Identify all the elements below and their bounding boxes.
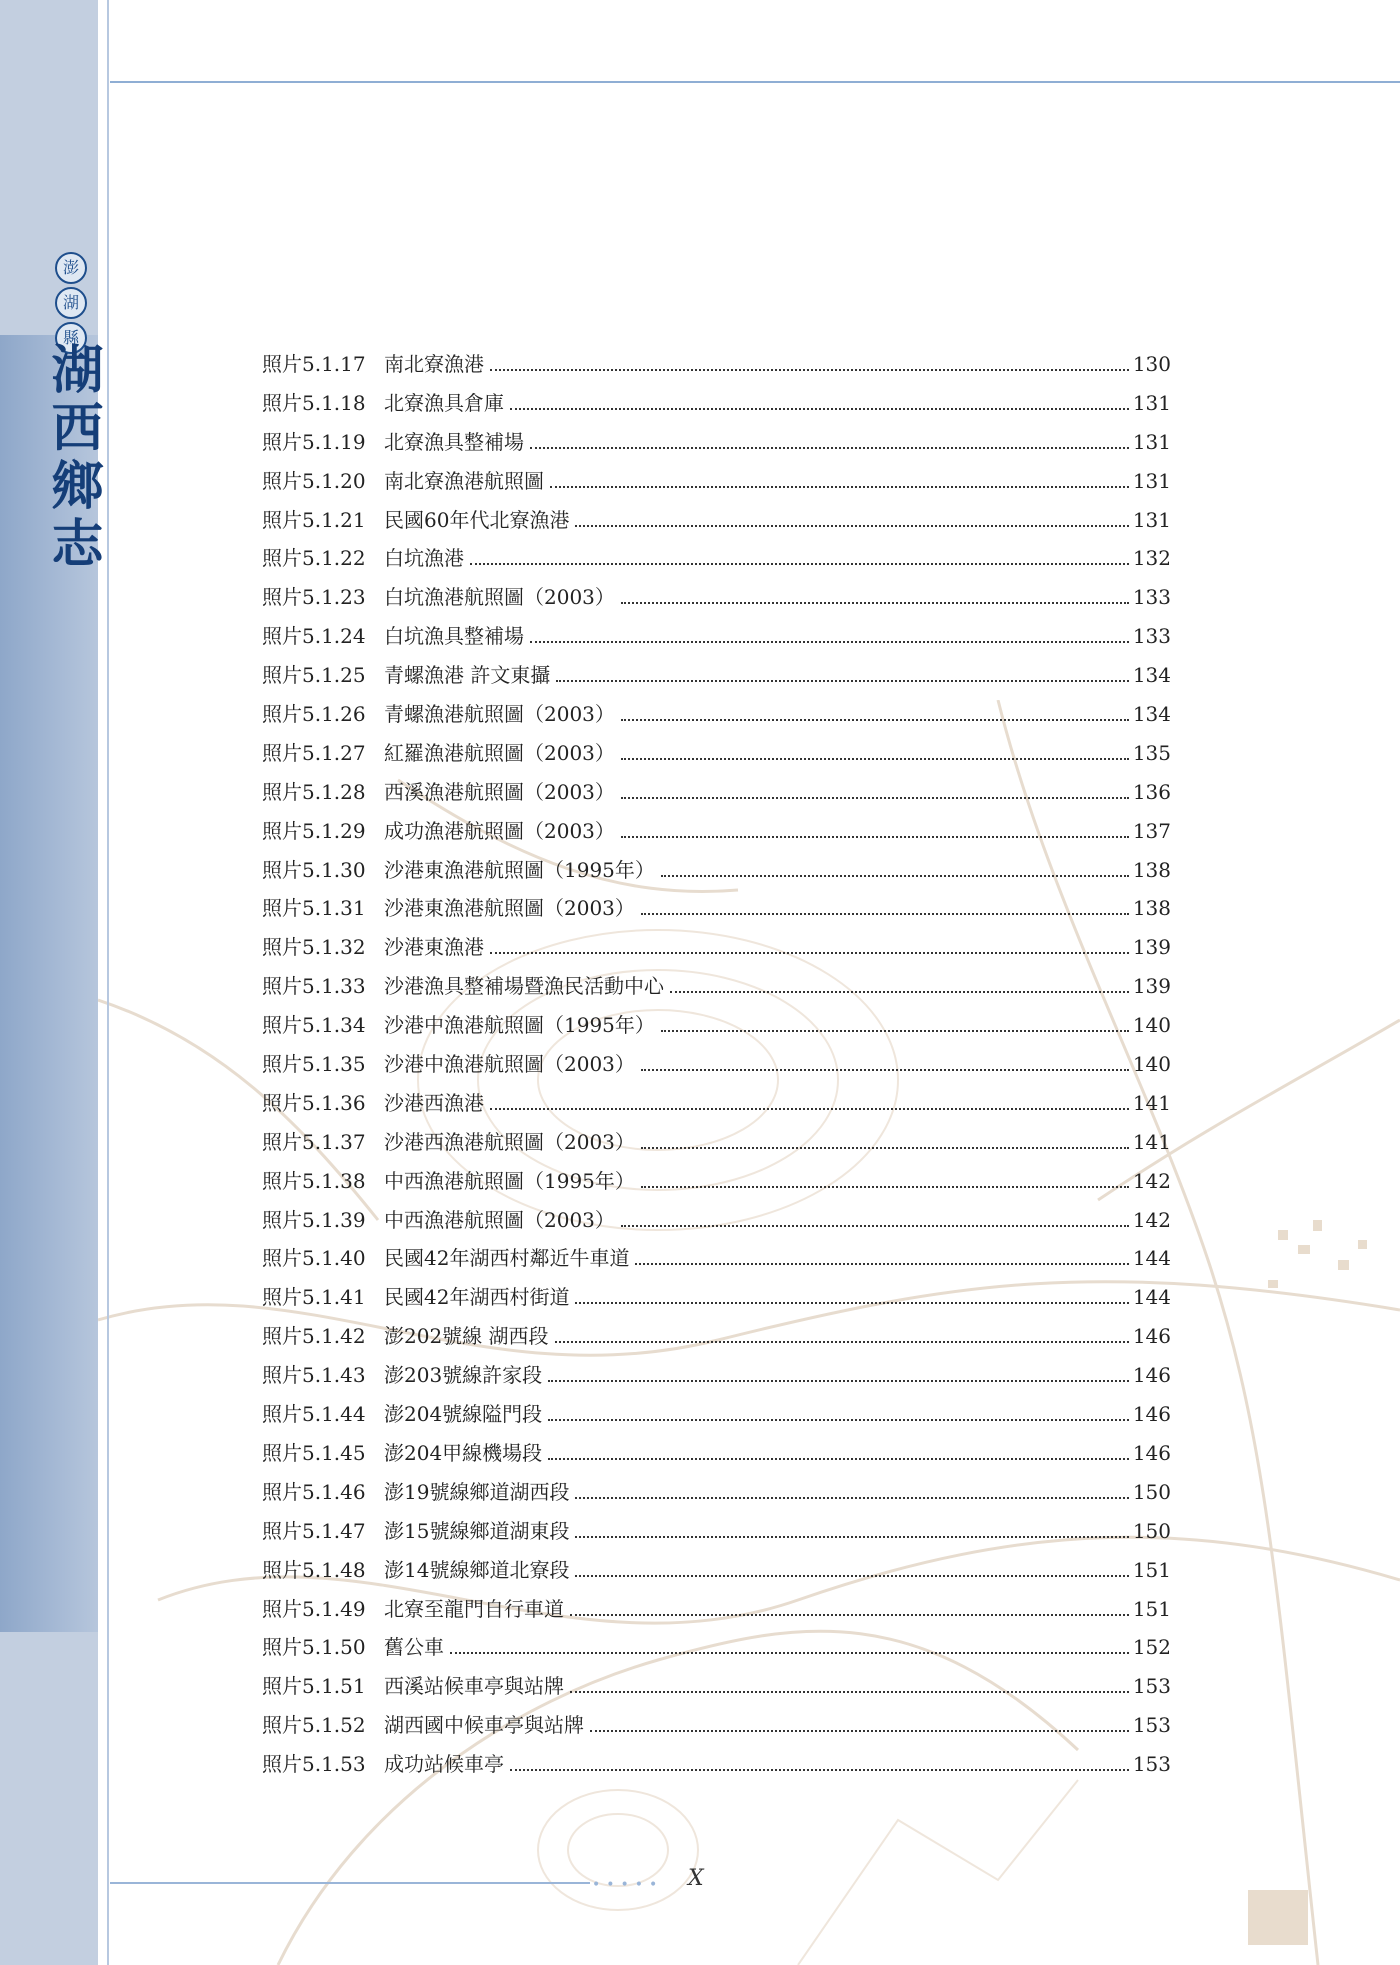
toc-entry-title: 沙港漁具整補場暨漁民活動中心 xyxy=(384,974,664,999)
toc-entry-page: 150 xyxy=(1132,1479,1171,1504)
toc-entry-label: 照片5.1.39 xyxy=(262,1207,366,1232)
toc-entry[interactable] xyxy=(262,539,1171,578)
toc-entry-title: 澎203號線許家段 xyxy=(384,1363,543,1388)
toc-entry-label: 照片5.1.47 xyxy=(262,1518,366,1543)
toc-entry-title: 北寮至龍門自行車道 xyxy=(384,1596,564,1621)
toc-entry-page: 146 xyxy=(1132,1402,1171,1427)
toc-entry-page: 134 xyxy=(1132,702,1171,727)
toc-entry[interactable] xyxy=(262,1201,1171,1240)
dot-leader xyxy=(575,525,1128,527)
toc-entry-label: 照片5.1.23 xyxy=(262,585,366,610)
toc-entry-label: 照片5.1.31 xyxy=(262,896,366,921)
toc-entry-label: 照片5.1.17 xyxy=(262,352,366,376)
toc-entry-label: 照片5.1.51 xyxy=(262,1674,366,1699)
dot-leader xyxy=(556,680,1128,682)
toc-entry-title: 湖西國中候車亭與站牌 xyxy=(384,1713,584,1738)
toc-entry-page: 144 xyxy=(1132,1285,1171,1310)
toc-entry[interactable] xyxy=(262,1745,1171,1784)
toc-entry[interactable] xyxy=(262,578,1171,617)
dot-leader xyxy=(621,758,1129,760)
toc-entry-page: 144 xyxy=(1132,1246,1171,1271)
dot-leader xyxy=(641,1069,1129,1071)
toc-entry-label: 照片5.1.20 xyxy=(262,468,366,493)
toc-entry-page: 130 xyxy=(1132,352,1171,376)
toc-entry-page: 152 xyxy=(1132,1635,1171,1660)
toc-entry-label: 照片5.1.35 xyxy=(262,1052,366,1077)
toc-entry-title: 青螺漁港航照圖（2003） xyxy=(384,702,615,727)
toc-entry-label: 照片5.1.45 xyxy=(262,1440,366,1465)
toc-entry[interactable] xyxy=(262,1123,1171,1162)
toc-entry-page: 138 xyxy=(1132,857,1171,882)
toc-entry-page: 142 xyxy=(1132,1168,1171,1193)
toc-entry-label: 照片5.1.34 xyxy=(262,1013,366,1038)
toc-entry-title: 沙港東漁港航照圖（1995年） xyxy=(384,857,655,882)
toc-entry-title: 白坑漁港 xyxy=(384,546,464,571)
toc-entry-page: 131 xyxy=(1132,390,1171,415)
county-char: 縣 xyxy=(55,322,87,354)
toc-entry[interactable] xyxy=(262,1162,1171,1201)
dot-leader xyxy=(621,797,1129,799)
toc-entry-label: 照片5.1.22 xyxy=(262,546,366,571)
toc-entry-title: 南北寮漁港航照圖 xyxy=(384,468,544,493)
toc-entry[interactable] xyxy=(262,1356,1171,1395)
toc-entry-title: 民國42年湖西村街道 xyxy=(384,1285,570,1310)
toc-entry-title: 青螺漁港 許文東攝 xyxy=(384,663,551,688)
toc-entry[interactable] xyxy=(262,1395,1171,1434)
dot-leader xyxy=(490,952,1129,954)
toc-entry[interactable] xyxy=(262,1590,1171,1629)
dot-leader xyxy=(670,991,1129,993)
toc-entry-title: 白坑漁港航照圖（2003） xyxy=(384,585,615,610)
photo-index-list xyxy=(262,345,1171,1784)
toc-entry-title: 沙港中漁港航照圖（2003） xyxy=(384,1052,635,1077)
dot-leader xyxy=(530,447,1129,449)
toc-entry-title: 中西漁港航照圖（2003） xyxy=(384,1207,615,1232)
footer-rule xyxy=(110,1882,590,1884)
toc-entry-label: 照片5.1.29 xyxy=(262,818,366,843)
dot-leader xyxy=(641,1186,1129,1188)
toc-entry-label: 照片5.1.33 xyxy=(262,974,366,999)
toc-entry-title: 民國60年代北寮漁港 xyxy=(384,507,570,532)
dot-leader xyxy=(641,1147,1129,1149)
dot-leader xyxy=(590,1730,1129,1732)
toc-entry-title: 沙港中漁港航照圖（1995年） xyxy=(384,1013,655,1038)
toc-entry[interactable] xyxy=(262,1434,1171,1473)
toc-entry-page: 151 xyxy=(1132,1596,1171,1621)
toc-entry-page: 140 xyxy=(1132,1052,1171,1077)
toc-entry-page: 138 xyxy=(1132,896,1171,921)
toc-entry[interactable] xyxy=(262,1512,1171,1551)
dot-leader xyxy=(570,1614,1129,1616)
toc-entry-title: 西溪漁港航照圖（2003） xyxy=(384,779,615,804)
toc-entry-title: 北寮漁具倉庫 xyxy=(384,390,504,415)
toc-entry-label: 照片5.1.40 xyxy=(262,1246,366,1271)
toc-entry[interactable] xyxy=(262,1278,1171,1317)
toc-entry[interactable] xyxy=(262,889,1171,928)
toc-entry-label: 照片5.1.48 xyxy=(262,1557,366,1582)
toc-entry[interactable] xyxy=(262,1706,1171,1745)
toc-entry-label: 照片5.1.42 xyxy=(262,1324,366,1349)
toc-entry[interactable] xyxy=(262,1667,1171,1706)
toc-entry[interactable] xyxy=(262,423,1171,462)
toc-entry-label: 照片5.1.53 xyxy=(262,1752,366,1777)
toc-entry-page: 133 xyxy=(1132,585,1171,610)
toc-entry-title: 沙港西漁港 xyxy=(384,1090,484,1115)
dot-leader xyxy=(661,875,1129,877)
dot-leader xyxy=(621,719,1129,721)
toc-entry-page: 153 xyxy=(1132,1674,1171,1699)
toc-entry-page: 131 xyxy=(1132,468,1171,493)
toc-entry-page: 146 xyxy=(1132,1363,1171,1388)
dot-leader xyxy=(510,1769,1129,1771)
dot-leader xyxy=(575,1302,1128,1304)
toc-entry-label: 照片5.1.26 xyxy=(262,702,366,727)
dot-leader xyxy=(641,913,1129,915)
toc-entry-label: 照片5.1.44 xyxy=(262,1402,366,1427)
sidebar-bottom-band xyxy=(0,1632,98,1965)
toc-entry-page: 139 xyxy=(1132,935,1171,960)
margin-rule xyxy=(107,0,109,1965)
toc-entry-page: 139 xyxy=(1132,974,1171,999)
toc-entry-page: 153 xyxy=(1132,1713,1171,1738)
toc-entry[interactable] xyxy=(262,1628,1171,1667)
toc-entry-title: 澎204甲線機場段 xyxy=(384,1440,543,1465)
county-char: 澎 xyxy=(55,252,87,284)
toc-entry-page: 135 xyxy=(1132,740,1171,765)
county-char: 湖 xyxy=(55,287,87,319)
toc-entry[interactable] xyxy=(262,812,1171,851)
toc-entry-label: 照片5.1.27 xyxy=(262,740,366,765)
toc-entry[interactable] xyxy=(262,851,1171,890)
toc-entry-label: 照片5.1.30 xyxy=(262,857,366,882)
toc-entry-title: 成功漁港航照圖（2003） xyxy=(384,818,615,843)
dot-leader xyxy=(548,1458,1129,1460)
toc-entry[interactable] xyxy=(262,462,1171,501)
toc-entry-label: 照片5.1.37 xyxy=(262,1129,366,1154)
toc-entry-title: 成功站候車亭 xyxy=(384,1752,504,1777)
dot-leader xyxy=(635,1263,1128,1265)
page-number: X xyxy=(688,1866,704,1891)
toc-entry[interactable] xyxy=(262,734,1171,773)
toc-entry[interactable] xyxy=(262,1006,1171,1045)
toc-entry[interactable] xyxy=(262,384,1171,423)
toc-entry-title: 澎15號線鄉道湖東段 xyxy=(384,1518,570,1543)
dot-leader xyxy=(548,1380,1129,1382)
toc-entry-label: 照片5.1.46 xyxy=(262,1479,366,1504)
toc-entry-label: 照片5.1.49 xyxy=(262,1596,366,1621)
toc-entry-page: 137 xyxy=(1132,818,1171,843)
toc-entry-label: 照片5.1.38 xyxy=(262,1168,366,1193)
toc-entry[interactable] xyxy=(262,1239,1171,1278)
toc-entry-title: 舊公車 xyxy=(384,1635,444,1660)
toc-entry[interactable] xyxy=(262,967,1171,1006)
dot-leader xyxy=(570,1691,1129,1693)
toc-entry[interactable] xyxy=(262,928,1171,967)
toc-entry-label: 照片5.1.41 xyxy=(262,1285,366,1310)
toc-entry-title: 沙港東漁港航照圖（2003） xyxy=(384,896,635,921)
dot-leader xyxy=(490,1108,1129,1110)
toc-entry-label: 照片5.1.52 xyxy=(262,1713,366,1738)
toc-entry-page: 146 xyxy=(1132,1324,1171,1349)
toc-entry-title: 民國42年湖西村鄰近牛車道 xyxy=(384,1246,630,1271)
dot-leader xyxy=(661,1030,1129,1032)
toc-entry-title: 白坑漁具整補場 xyxy=(384,624,524,649)
dot-leader xyxy=(550,486,1129,488)
toc-entry-title: 中西漁港航照圖（1995年） xyxy=(384,1168,635,1193)
dot-leader xyxy=(530,641,1129,643)
toc-entry-page: 140 xyxy=(1132,1013,1171,1038)
toc-entry[interactable] xyxy=(262,1551,1171,1590)
dot-leader xyxy=(575,1497,1128,1499)
dot-leader xyxy=(621,836,1129,838)
dot-leader xyxy=(450,1652,1129,1654)
toc-entry-label: 照片5.1.18 xyxy=(262,390,366,415)
dot-leader xyxy=(575,1536,1128,1538)
toc-entry-page: 133 xyxy=(1132,624,1171,649)
toc-entry-label: 照片5.1.24 xyxy=(262,624,366,649)
toc-entry-title: 南北寮漁港 xyxy=(384,352,484,376)
toc-entry-label: 照片5.1.21 xyxy=(262,507,366,532)
dot-leader xyxy=(621,602,1129,604)
toc-entry-label: 照片5.1.36 xyxy=(262,1090,366,1115)
toc-entry-title: 沙港東漁港 xyxy=(384,935,484,960)
toc-entry[interactable] xyxy=(262,1317,1171,1356)
toc-entry-page: 142 xyxy=(1132,1207,1171,1232)
dot-leader xyxy=(621,1225,1129,1227)
toc-entry-label: 照片5.1.43 xyxy=(262,1363,366,1388)
toc-entry-title: 紅羅漁港航照圖（2003） xyxy=(384,740,615,765)
toc-entry-label: 照片5.1.19 xyxy=(262,429,366,454)
toc-entry[interactable] xyxy=(262,1045,1171,1084)
dot-leader xyxy=(575,1575,1128,1577)
toc-entry-page: 131 xyxy=(1132,507,1171,532)
header-rule xyxy=(110,81,1400,83)
dot-leader xyxy=(470,563,1129,565)
toc-entry-label: 照片5.1.50 xyxy=(262,1635,366,1660)
toc-entry-label: 照片5.1.28 xyxy=(262,779,366,804)
toc-entry[interactable] xyxy=(262,501,1171,540)
toc-entry-title: 澎14號線鄉道北寮段 xyxy=(384,1557,570,1582)
toc-entry-page: 141 xyxy=(1132,1129,1171,1154)
toc-entry-page: 134 xyxy=(1132,663,1171,688)
toc-entry-page: 151 xyxy=(1132,1557,1171,1582)
toc-entry[interactable] xyxy=(262,1473,1171,1512)
toc-entry-title: 澎19號線鄉道湖西段 xyxy=(384,1479,570,1504)
toc-entry-title: 北寮漁具整補場 xyxy=(384,429,524,454)
toc-entry[interactable] xyxy=(262,1084,1171,1123)
toc-entry-label: 照片5.1.25 xyxy=(262,663,366,688)
toc-entry[interactable] xyxy=(262,656,1171,695)
toc-entry-title: 沙港西漁港航照圖（2003） xyxy=(384,1129,635,1154)
footer-dots: ••••• xyxy=(592,1877,664,1893)
toc-entry-title: 澎202號線 湖西段 xyxy=(384,1324,549,1349)
toc-entry[interactable] xyxy=(262,617,1171,656)
toc-entry-page: 153 xyxy=(1132,1752,1171,1777)
toc-entry-label: 照片5.1.32 xyxy=(262,935,366,960)
township-title: 湖西鄉志 xyxy=(42,342,103,574)
toc-entry-title: 澎204號線隘門段 xyxy=(384,1402,543,1427)
toc-entry-page: 150 xyxy=(1132,1518,1171,1543)
dot-leader xyxy=(555,1341,1129,1343)
dot-leader xyxy=(548,1419,1129,1421)
toc-entry[interactable] xyxy=(262,773,1171,812)
toc-entry-page: 146 xyxy=(1132,1440,1171,1465)
toc-entry-page: 132 xyxy=(1132,546,1171,571)
toc-entry[interactable] xyxy=(262,695,1171,734)
dot-leader xyxy=(490,369,1129,371)
toc-entry-page: 136 xyxy=(1132,779,1171,804)
dot-leader xyxy=(510,408,1129,410)
toc-entry-page: 141 xyxy=(1132,1090,1171,1115)
toc-entry-page: 131 xyxy=(1132,429,1171,454)
toc-entry[interactable] xyxy=(262,345,1171,384)
toc-entry-title: 西溪站候車亭與站牌 xyxy=(384,1674,564,1699)
